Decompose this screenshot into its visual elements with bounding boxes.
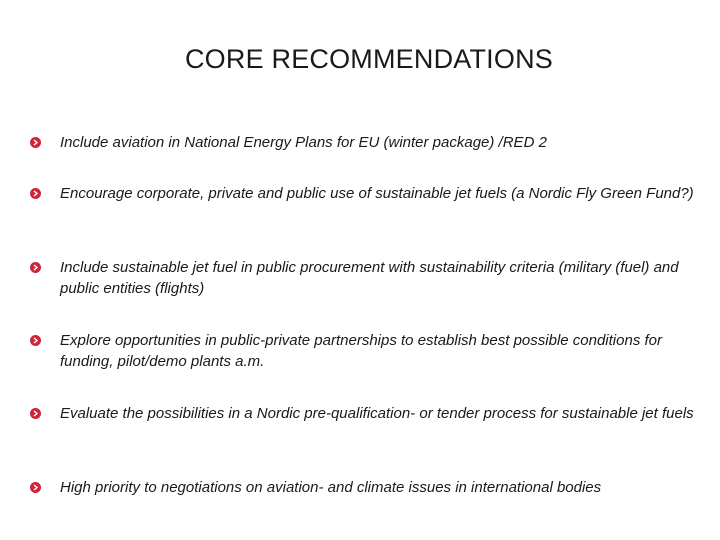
recommendation-item — [30, 477, 700, 498]
chevron-right-icon — [30, 335, 41, 346]
chevron-right-icon — [30, 262, 41, 273]
recommendation-item — [30, 403, 700, 424]
recommendation-item — [30, 257, 700, 299]
recommendation-text: Include sustainable jet fuel in public procurement with sustainability criteria (military (fuel) and public entities (flights) — [60, 259, 679, 297]
recommendation-text: Explore opportunities in public-private partnerships to establish best possible conditions for funding, pilot/demo plants a.m. — [60, 332, 662, 370]
slide-title: CORE RECOMMENDATIONS — [184, 44, 553, 74]
chevron-right-icon — [30, 408, 41, 419]
recommendation-item — [30, 183, 700, 204]
chevron-right-icon — [30, 482, 41, 493]
recommendation-text: Encourage corporate, private and public use of sustainable jet fuels (a Nordic Fly Green Fund?) — [60, 185, 694, 202]
recommendation-item — [30, 132, 700, 153]
recommendation-item — [30, 330, 700, 372]
recommendation-text: Evaluate the possibilities in a Nordic pre-qualification- or tender process for sustainable jet fuels — [60, 405, 694, 422]
recommendation-text: High priority to negotiations on aviation- and climate issues in international bodies — [60, 479, 602, 496]
chevron-right-icon — [30, 188, 41, 199]
recommendation-text: Include aviation in National Energy Plans for EU (winter package) /RED 2 — [60, 134, 547, 151]
chevron-right-icon — [30, 137, 41, 148]
